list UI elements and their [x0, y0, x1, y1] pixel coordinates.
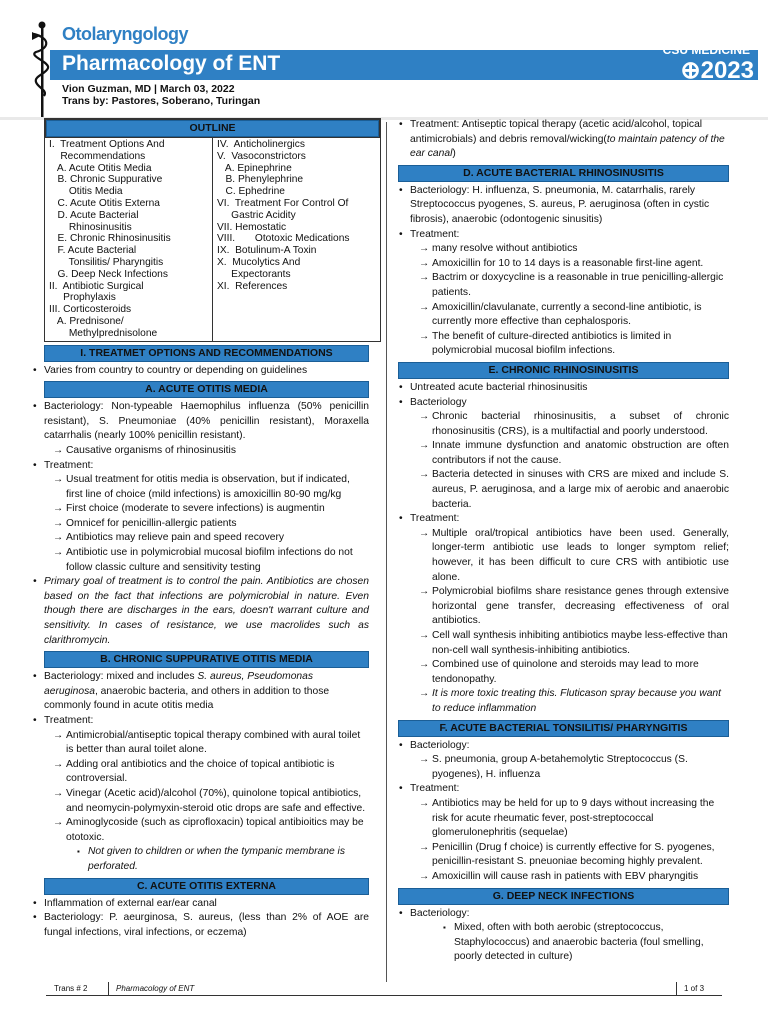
list-item: → Multiple oral/tropical antibiotics have been used. Generally, longer-term antibiotic use leads to longer symptom relief; however, it has been difficult to cure CRS with antibiotic use alone. [398, 527, 729, 585]
outline-item: Rhinosinusitis [49, 221, 132, 233]
list-item: → Antimicrobial/antiseptic topical therapy combined with aural toilet is better than aural toilet alone. [32, 729, 369, 758]
list-item: • Varies from country to country or depending on guidelines [32, 364, 369, 379]
outline-item: X. Mucolytics And [217, 256, 301, 268]
document-header [0, 0, 768, 125]
text-run: ) [452, 148, 456, 160]
list-item: • Inflammation of external ear/ear canal [32, 897, 369, 912]
list-item: → Bactrim or doxycycline is a reasonable in true penicilling-allergic patients. [398, 271, 729, 300]
section-heading: A. ACUTE OTITIS MEDIA [44, 381, 369, 398]
outline-item: V. Vasoconstrictors [217, 150, 306, 162]
outline-item: III. Corticosteroids [49, 304, 132, 316]
outline-col-left [45, 138, 212, 341]
text-run: S. aureus, Pseudomonas aeruginosa [44, 671, 314, 697]
school-name: CSU MEDICINE [662, 43, 750, 57]
list-item: → Innate immune dysfunction and anatomic obstruction are often contributors if not the cause. [398, 439, 729, 468]
page-number: 1 of 3 [684, 984, 705, 993]
list-item: → Aminoglycoside (such as ciprofloxacin) topical antibioitics may be ototoxic. [32, 816, 369, 845]
outline-item: Methylprednisolone [49, 327, 158, 339]
page-footer [46, 982, 722, 996]
list-item: → Polymicrobial biofilms share resistance genes through extensive horizontal gene transfer, decreasing effectiveness of oral antibiotics. [398, 585, 729, 629]
section-heading: D. ACUTE BACTERIAL RHINOSINUSITIS [398, 165, 729, 182]
outline-item: Recommendations [49, 150, 146, 162]
outline-item: A. Prednisone/ [49, 315, 124, 327]
list-item: → many resolve without antibiotics [398, 242, 729, 257]
list-item: → Causative organisms of rhinosinusitis [32, 444, 369, 459]
outline-table [44, 118, 381, 342]
outline-item: A. Acute Otitis Media [49, 162, 152, 174]
list-item: → Usual treatment for otitis media is observation, but if indicated, first line of choice (mild infections) is amoxicillin 80-90 mg/kg [32, 473, 369, 502]
list-item: • Untreated acute bacterial rhinosinusitis [398, 381, 729, 396]
text-run: Treatment: Antiseptic topical therapy (acetic acid/alcohol, topical antimicrobials) and debris removal/wicking( [410, 119, 703, 145]
list-item: → Amoxicillin will cause rash in patients with EBV pharyngitis [398, 870, 729, 885]
outline-item: VII. Hemostatic [217, 221, 287, 233]
outline-item: Expectorants [217, 268, 291, 280]
list-item: • Bacteriology: H. influenza, S. pneumonia, M. catarrhalis, rarely Streptococcus pyogenes, S. aureus, P. aeruginosa (often in cystic fibrosis), anaerobic (odontogenic sinusitis) [398, 184, 729, 228]
section-heading: E. CHRONIC RHINOSINUSITIS [398, 362, 729, 379]
list-item: • Bacteriology: [398, 907, 729, 922]
outline-item: II. Antibiotic Surgical [49, 280, 144, 292]
lecture-meta [62, 83, 260, 107]
right-column [398, 118, 729, 965]
outline-item: F. Acute Bacterial [49, 245, 137, 257]
list-item: → Cell wall synthesis inhibiting antibiotics maybe less-effective than non-cell wall synthesis-inhibiting antibiotics. [398, 629, 729, 658]
outline-item: B. Chronic Suppurative [49, 174, 163, 186]
batch-year: ⊕2023 [680, 57, 754, 84]
list-item: → Vinegar (Acetic acid)/alcohol (70%), quinolone topical antibiotics, and neomycin-polymyxin-steroid otic drops are safe and effective. [32, 787, 369, 816]
list-item: → Penicillin (Drug f choice) is currently effective for S. pyogenes, penicillin-resistant S. pneuoniae becoming highly prevalent. [398, 841, 729, 870]
text-run: to maintain patency of the ear canal [410, 133, 725, 160]
page-title: Pharmacology of ENT [62, 52, 281, 75]
list-item: ▪ Mixed, often with both aerobic (streptococcus, Staphylococcus) and anaerobic bacteria (foul smelling, poorly detected in culture) [398, 921, 729, 965]
outline-item: I. Treatment Options And [49, 139, 165, 150]
outline-item: G. Deep Neck Infections [49, 268, 168, 280]
outline-item: Gastric Acidity [217, 209, 296, 221]
list-item [398, 118, 729, 162]
list-item: • Treatment: [398, 512, 729, 527]
section-heading: I. TREATMET OPTIONS AND RECOMMENDATIONS [44, 345, 369, 362]
section-heading: F. ACUTE BACTERIAL TONSILITIS/ PHARYNGITIS [398, 720, 729, 737]
trans-number: Trans # 2 [54, 984, 88, 993]
list-item: → Chronic bacterial rhinosinusitis, a subset of chronic rhonosinusitis (CRS), is a multifactial and poorly understood. [398, 410, 729, 439]
outline-item: Otitis Media [49, 186, 123, 198]
outline-item: Prophylaxis [49, 292, 116, 304]
brand-name: Otolaryngology [62, 24, 189, 44]
outline-item: E. Chronic Rhinosinusitis [49, 233, 171, 245]
outline-item: Tonsilitis/ Pharyngitis [49, 256, 164, 268]
list-item: → Amoxicillin/clavulanate, currently a second-line antibiotic, is currently more effective than cephalosporis. [398, 301, 729, 330]
list-item [32, 670, 369, 714]
list-item: • Bacteriology: [398, 739, 729, 754]
section-heading: C. ACUTE OTITIS EXTERNA [44, 878, 369, 895]
footer-topic: Pharmacology of ENT [116, 984, 195, 993]
text-run: Bacteriology: mixed and includes [44, 671, 198, 683]
trans-by-line: Trans by: Pastores, Soberano, Turingan [62, 95, 261, 107]
section-heading: B. CHRONIC SUPPURATIVE OTITIS MEDIA [44, 651, 369, 668]
list-item: → Adding oral antibiotics and the choice of topical antibiotic is controversial. [32, 758, 369, 787]
outline-item: B. Phenylephrine [217, 174, 304, 186]
section-heading: G. DEEP NECK INFECTIONS [398, 888, 729, 905]
outline-item: D. Acute Bacterial [49, 209, 139, 221]
outline-item: VI. Treatment For Control Of [217, 197, 349, 209]
list-item: → S. pneumonia, group A-betahemolytic Streptococcus (S. pyogenes), H. influenza [398, 753, 729, 782]
outline-item: IV. Anticholinergics [217, 139, 305, 150]
footer-divider [676, 982, 677, 995]
list-item: → Bacteria detected in sinuses with CRS are mixed and include S. aureus, P. aeruginosa, and a large mix of aerobic and anaerobic bacteria. [398, 468, 729, 512]
outline-heading: OUTLINE [46, 120, 379, 137]
list-item: → Amoxicillin for 10 to 14 days is a reasonable first-line agent. [398, 257, 729, 272]
list-item: • Bacteriology: Non-typeable Haemophilus influenza (50% penicillin resistant), S. Pneumoniae (40% penicillin resistant), Moraxella catarrhalis (nearly 100% penicillin resistant). [32, 400, 369, 444]
list-item: • Primary goal of treatment is to control the pain. Antibiotics are chosen based on the fact that infections are polymicrobial in nature. Even though there are discharges in the ears, doesn't warrant culture and sensitivity. In cases of resistance, we use macrolides such as clarithromycin. [32, 575, 369, 648]
outline-item: VIII. Ototoxic Medications [217, 233, 350, 245]
text-run: , anaerobic bacteria, and others in addition to those commonly found in acute otitis media [44, 685, 330, 712]
list-item: • Treatment: [398, 228, 729, 243]
footer-divider [108, 982, 109, 995]
list-item: → It is more toxic treating this. Fluticason spray because you want to reduce inflammation [398, 687, 729, 716]
list-item: → Antibiotics may relieve pain and speed recovery [32, 531, 369, 546]
list-item: • Bacteriology [398, 396, 729, 411]
list-item: → Antibiotics may be held for up to 9 days without increasing the risk for acute rheumatic fever, post-streptococcal glomerulonephritis (sequelae) [398, 797, 729, 841]
footer-rule [46, 995, 722, 996]
list-item: ▪ Not given to children or when the tympanic membrane is perforated. [32, 845, 369, 874]
outline-item: IX. Botulinum-A Toxin [217, 245, 317, 257]
list-item: • Treatment: [32, 714, 369, 729]
outline-item: C. Ephedrine [217, 186, 285, 198]
list-item: → Combined use of quinolone and steroids may lead to more tendonopathy. [398, 658, 729, 687]
left-column [32, 118, 369, 940]
outline-item: XI. References [217, 280, 288, 292]
list-item: • Treatment: [398, 782, 729, 797]
list-item: → First choice (moderate to severe infections) is augmentin [32, 502, 369, 517]
list-item: → Omnicef for penicillin-allergic patients [32, 517, 369, 532]
list-item: → The benefit of culture-directed antibiotics is limited in polymicrobial mucosal biofilm infections. [398, 330, 729, 359]
list-item: → Antibiotic use in polymicrobial mucosal biofilm infections do not follow classic culture and sensitivity testing [32, 546, 369, 575]
lecturer-line: Vion Guzman, MD | March 03, 2022 [62, 83, 235, 95]
outline-col-right [212, 138, 380, 341]
outline-item: A. Epinephrine [217, 162, 292, 174]
list-item: • Treatment: [32, 459, 369, 474]
list-item: • Bacteriology: P. aeurginosa, S. aureus, (less than 2% of AOE are fungal infections, viral infections, or eczema) [32, 911, 369, 940]
column-divider [386, 122, 387, 982]
outline-item: C. Acute Otitis Externa [49, 197, 160, 209]
